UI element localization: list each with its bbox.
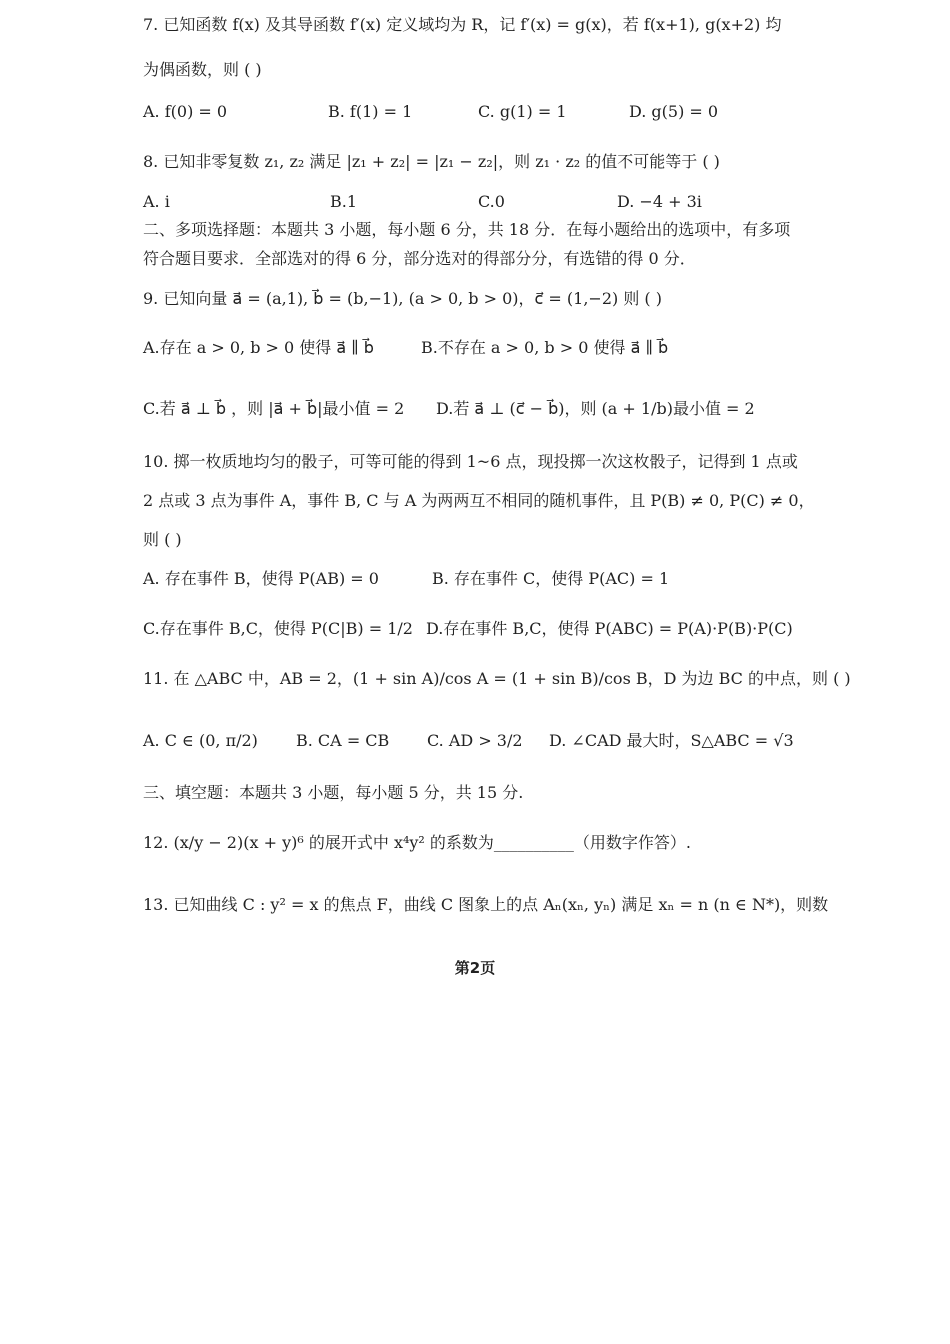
q10-options-row2 — [143, 618, 950, 640]
page-number: 第2页 — [454, 959, 496, 977]
q11-stem: 11. 在 △ABC 中，AB = 2，(1 + sin A)/cos A = (1 + sin B)/cos B，D 为边 BC 的中点，则 ( ) — [143, 669, 851, 688]
q10-stem-line3: 则 ( ) — [143, 530, 182, 549]
q10-option-a: A. 存在事件 B，使得 P(AB) = 0 — [143, 569, 379, 588]
q7-option-b: B. f(1) = 1 — [328, 102, 413, 121]
q7-stem-line2: 为偶函数，则 ( ) — [143, 60, 262, 79]
q10-option-d: D.存在事件 B,C，使得 P(ABC) = P(A)·P(B)·P(C) — [426, 619, 793, 638]
section2-instructions: 符合题目要求．全部选对的得 6 分，部分选对的得部分分，有选错的得 0 分． — [143, 249, 696, 268]
q11-option-d: D. ∠CAD 最大时，S△ABC = √3 — [549, 731, 794, 750]
q10-option-b: B. 存在事件 C，使得 P(AC) = 1 — [432, 569, 670, 588]
q11-option-c: C. AD > 3/2 — [427, 731, 523, 750]
q9-option-c: C.若 a⃗ ⊥ b⃗ ，则 |a⃗ + b⃗|最小值 = 2 — [143, 399, 405, 418]
q7-option-d: D. g(5) = 0 — [629, 102, 719, 121]
q12-stem: 12. (x/y − 2)(x + y)⁶ 的展开式中 x⁴y² 的系数为__________（用数字作答）. — [143, 833, 692, 852]
q10-options-row1 — [143, 568, 950, 590]
q8-option-d: D. −4 + 3i — [617, 192, 702, 211]
q11-option-b: B. CA = CB — [296, 731, 390, 750]
q10-option-c: C.存在事件 B,C，使得 P(C|B) = 1/2 — [143, 619, 413, 638]
q11-option-a: A. C ∈ (0, π/2) — [143, 731, 258, 750]
q9-options-row2 — [143, 398, 950, 420]
q8-stem: 8. 已知非零复数 z₁, z₂ 满足 |z₁ + z₂| = |z₁ − z₂|，则 z₁ · z₂ 的值不可能等于 ( ) — [143, 152, 720, 171]
q9-option-d: D.若 a⃗ ⊥ (c⃗ − b⃗)，则 (a + 1/b)最小值 = 2 — [436, 399, 755, 418]
q8-option-b: B.1 — [330, 192, 358, 211]
q9-options-row1 — [143, 337, 950, 359]
q7-stem-line1: 7. 已知函数 f(x) 及其导函数 f′(x) 定义域均为 R，记 f′(x) = g(x)，若 f(x+1), g(x+2) 均 — [143, 15, 782, 34]
q8-option-a: A. i — [143, 192, 170, 211]
q9-option-a: A.存在 a > 0, b > 0 使得 a⃗ ∥ b⃗ — [143, 338, 374, 357]
q7-option-a: A. f(0) = 0 — [143, 102, 228, 121]
q9-stem: 9. 已知向量 a⃗ = (a,1), b⃗ = (b,−1), (a > 0, b > 0)，c⃗ = (1,−2) 则 ( ) — [143, 289, 662, 308]
q7-option-c: C. g(1) = 1 — [478, 102, 567, 121]
q9-option-b: B.不存在 a > 0, b > 0 使得 a⃗ ∥ b⃗ — [421, 338, 669, 357]
q11-options — [143, 730, 950, 752]
q8-options — [143, 191, 950, 213]
q13-stem: 13. 已知曲线 C : y² = x 的焦点 F，曲线 C 图象上的点 Aₙ(xₙ, yₙ) 满足 xₙ = n (n ∈ N*)，则数 — [143, 895, 829, 914]
q10-stem-line1: 10. 掷一枚质地均匀的骰子，可等可能的得到 1~6 点，现投掷一次这枚骰子，记得到 1 点或 — [143, 452, 798, 471]
q10-stem-line2: 2 点或 3 点为事件 A，事件 B, C 与 A 为两两互不相同的随机事件，且 P(B) ≠ 0, P(C) ≠ 0， — [143, 491, 815, 510]
section2-heading: 二、多项选择题：本题共 3 小题，每小题 6 分，共 18 分．在每小题给出的选项中，有多项 — [143, 220, 791, 239]
q7-options — [143, 101, 950, 123]
section3-heading: 三、填空题：本题共 3 小题，每小题 5 分，共 15 分. — [143, 783, 524, 802]
q8-option-c: C.0 — [478, 192, 505, 211]
